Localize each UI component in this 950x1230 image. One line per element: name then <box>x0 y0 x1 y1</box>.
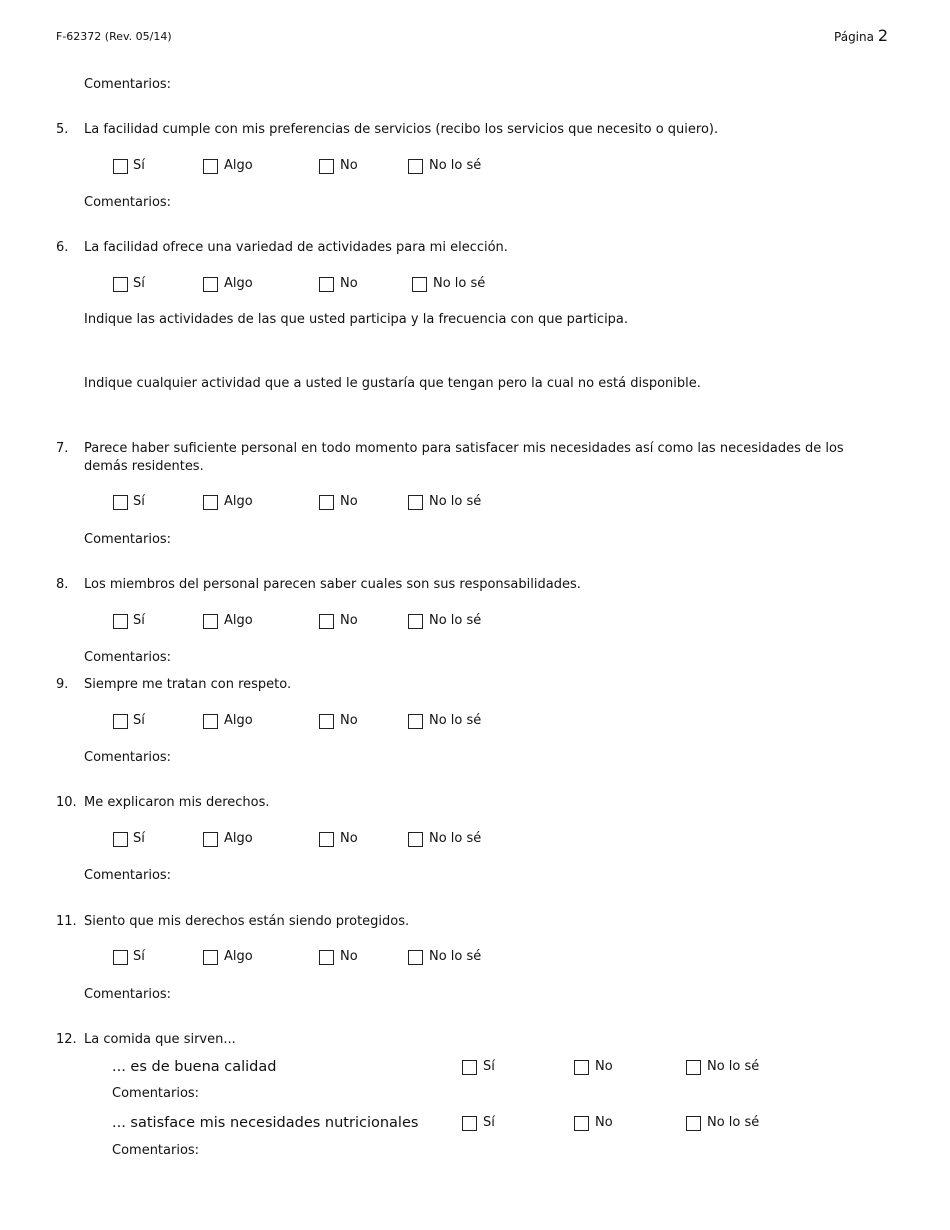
page-label: Página <box>834 30 874 44</box>
checkbox-no[interactable] <box>319 614 334 629</box>
option-label: Algo <box>224 713 253 728</box>
comments-label: Comentarios: <box>84 77 172 92</box>
checkbox-no[interactable] <box>574 1060 589 1075</box>
option-label: No lo sé <box>429 831 482 846</box>
option-label: No <box>340 949 358 964</box>
option-label: No <box>595 1115 613 1130</box>
checkbox-no[interactable] <box>319 950 334 965</box>
option-label: No lo sé <box>429 494 482 509</box>
option-label: No lo sé <box>429 613 482 628</box>
comments-label: Comentarios: <box>112 1086 200 1101</box>
checkbox-no-lo-se[interactable] <box>412 277 427 292</box>
option-label: No lo sé <box>429 949 482 964</box>
comments-label: Comentarios: <box>84 650 172 665</box>
question-text: Los miembros del personal parecen saber cuales son sus responsabilidades. <box>84 577 581 592</box>
question-number: 7. <box>56 441 69 456</box>
option-label: No <box>595 1059 613 1074</box>
comments-label: Comentarios: <box>84 868 172 883</box>
question-number: 10. <box>56 795 77 810</box>
activity-prompt: Indique cualquier actividad que a usted le gustaría que tengan pero la cual no está disponible. <box>84 376 701 391</box>
option-label: Algo <box>224 276 253 291</box>
option-label: No lo sé <box>433 276 486 291</box>
option-label: Algo <box>224 494 253 509</box>
question-text: La comida que sirven... <box>84 1032 236 1047</box>
checkbox-no-lo-se[interactable] <box>408 832 423 847</box>
comments-label: Comentarios: <box>84 532 172 547</box>
form-id: F-62372 (Rev. 05/14) <box>56 30 172 43</box>
checkbox-si[interactable] <box>113 277 128 292</box>
checkbox-si[interactable] <box>113 495 128 510</box>
question-number: 6. <box>56 240 69 255</box>
question-number: 12. <box>56 1032 77 1047</box>
checkbox-si[interactable] <box>113 159 128 174</box>
question-text-line2: demás residentes. <box>84 459 204 474</box>
checkbox-si[interactable] <box>462 1060 477 1075</box>
option-label: Sí <box>133 494 145 509</box>
checkbox-si[interactable] <box>113 950 128 965</box>
checkbox-no-lo-se[interactable] <box>686 1060 701 1075</box>
option-label: Sí <box>133 831 145 846</box>
checkbox-algo[interactable] <box>203 714 218 729</box>
option-label: No lo sé <box>429 158 482 173</box>
checkbox-algo[interactable] <box>203 159 218 174</box>
checkbox-no-lo-se[interactable] <box>686 1116 701 1131</box>
checkbox-algo[interactable] <box>203 495 218 510</box>
checkbox-no[interactable] <box>574 1116 589 1131</box>
page-number: 2 <box>877 26 888 45</box>
checkbox-no-lo-se[interactable] <box>408 159 423 174</box>
checkbox-no-lo-se[interactable] <box>408 614 423 629</box>
question-text: La facilidad ofrece una variedad de actividades para mi elección. <box>84 240 508 255</box>
question-text: Parece haber suficiente personal en todo momento para satisfacer mis necesidades así como las necesidades de los <box>84 441 844 456</box>
option-label: No lo sé <box>429 713 482 728</box>
comments-label: Comentarios: <box>84 750 172 765</box>
option-label: No lo sé <box>707 1059 760 1074</box>
checkbox-no[interactable] <box>319 832 334 847</box>
question-number: 5. <box>56 122 69 137</box>
option-label: No <box>340 494 358 509</box>
question-number: 11. <box>56 914 77 929</box>
checkbox-si[interactable] <box>113 832 128 847</box>
checkbox-si[interactable] <box>462 1116 477 1131</box>
question-text: Me explicaron mis derechos. <box>84 795 270 810</box>
checkbox-no[interactable] <box>319 714 334 729</box>
option-label: Sí <box>483 1059 495 1074</box>
option-label: No <box>340 276 358 291</box>
question-text: Siempre me tratan con respeto. <box>84 677 292 692</box>
option-label: No lo sé <box>707 1115 760 1130</box>
option-label: Algo <box>224 613 253 628</box>
activity-prompt: Indique las actividades de las que usted participa y la frecuencia con que participa. <box>84 312 629 327</box>
comments-label: Comentarios: <box>84 195 172 210</box>
checkbox-algo[interactable] <box>203 950 218 965</box>
option-label: Sí <box>133 949 145 964</box>
option-label: No <box>340 613 358 628</box>
option-label: No <box>340 713 358 728</box>
checkbox-no[interactable] <box>319 159 334 174</box>
checkbox-si[interactable] <box>113 614 128 629</box>
question-number: 9. <box>56 677 69 692</box>
question-text: Siento que mis derechos están siendo protegidos. <box>84 914 410 929</box>
option-label: Sí <box>133 613 145 628</box>
food-item: ... satisface mis necesidades nutricionales <box>112 1115 419 1131</box>
checkbox-no[interactable] <box>319 495 334 510</box>
option-label: Sí <box>133 276 145 291</box>
checkbox-si[interactable] <box>113 714 128 729</box>
checkbox-no[interactable] <box>319 277 334 292</box>
question-number: 8. <box>56 577 69 592</box>
checkbox-no-lo-se[interactable] <box>408 495 423 510</box>
checkbox-algo[interactable] <box>203 614 218 629</box>
checkbox-algo[interactable] <box>203 832 218 847</box>
comments-label: Comentarios: <box>84 987 172 1002</box>
option-label: Algo <box>224 831 253 846</box>
option-label: Sí <box>133 158 145 173</box>
checkbox-no-lo-se[interactable] <box>408 714 423 729</box>
option-label: Sí <box>483 1115 495 1130</box>
option-label: Algo <box>224 158 253 173</box>
checkbox-no-lo-se[interactable] <box>408 950 423 965</box>
food-item: ... es de buena calidad <box>112 1059 277 1075</box>
checkbox-algo[interactable] <box>203 277 218 292</box>
comments-label: Comentarios: <box>112 1143 200 1158</box>
option-label: No <box>340 158 358 173</box>
question-text: La facilidad cumple con mis preferencias de servicios (recibo los servicios que necesito o quiero). <box>84 122 719 137</box>
page-indicator <box>834 27 888 46</box>
option-label: Sí <box>133 713 145 728</box>
option-label: Algo <box>224 949 253 964</box>
option-label: No <box>340 831 358 846</box>
